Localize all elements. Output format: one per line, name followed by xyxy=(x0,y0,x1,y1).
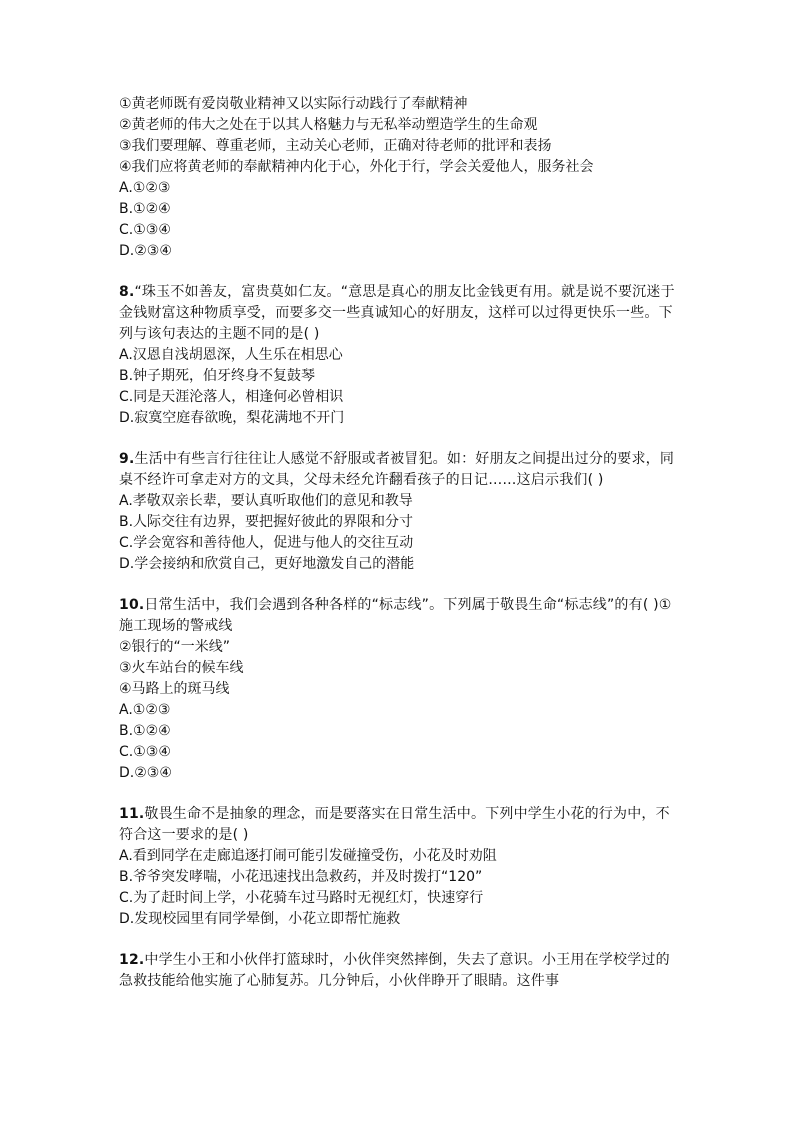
statement: ④我们应将黄老师的奉献精神内化于心，外化于行，学会关爱他人，服务社会 xyxy=(119,159,594,175)
question-text: 敬畏生命不是抽象的理念，而是要落实在日常生活中。下列中学生小花的行为中，不符合这一要求的是( ) xyxy=(119,806,670,843)
option-b: B.人际交往有边界，要把握好彼此的界限和分寸 xyxy=(119,514,414,530)
question-12 xyxy=(119,950,679,992)
option-c: C.①③④ xyxy=(119,744,171,760)
option-c: C.为了赶时间上学，小花骑车过马路时无视红灯，快速穿行 xyxy=(119,890,484,906)
question-11 xyxy=(119,804,679,930)
question-9 xyxy=(119,449,679,575)
question-stem xyxy=(119,449,679,491)
option-c: C.学会宽容和善待他人，促进与他人的交往互动 xyxy=(119,535,414,551)
option-d: D.②③④ xyxy=(119,765,172,781)
question-stem xyxy=(119,282,679,345)
option-a: A.①②③ xyxy=(119,702,171,718)
option-d: D.②③④ xyxy=(119,243,172,259)
statement: ②黄老师的伟大之处在于以其人格魅力与无私举动塑造学生的生命观 xyxy=(119,117,538,133)
question-number: 12. xyxy=(119,952,145,968)
option-d: D.寂寞空庭春欲晚，梨花满地不开门 xyxy=(119,410,345,426)
statement: ②银行的“一米线” xyxy=(119,639,231,655)
statement: ③火车站台的候车线 xyxy=(119,660,244,676)
intro-options xyxy=(119,178,679,262)
option-d: D.发现校园里有同学晕倒，小花立即帮忙施救 xyxy=(119,911,401,927)
document-page xyxy=(119,94,679,992)
option-a: A.①②③ xyxy=(119,180,171,196)
question-text: 生活中有些言行往往让人感觉不舒服或者被冒犯。如：好朋友之间提出过分的要求，同桌不经许可拿走对方的文具，父母未经允许翻看孩子的日记……这启示我们( ) xyxy=(119,451,675,488)
option-b: B.爷爷突发哮喘，小花迅速找出急救药，并及时拨打“120” xyxy=(119,869,483,885)
option-b: B.①②④ xyxy=(119,201,171,217)
option-a: A.看到同学在走廊追逐打闹可能引发碰撞受伤，小花及时劝阻 xyxy=(119,848,497,864)
question-number: 10. xyxy=(119,597,145,613)
option-d: D.学会接纳和欣赏自己，更好地激发自己的潜能 xyxy=(119,556,415,572)
question-text: 日常生活中，我们会遇到各种各样的“标志线”。下列属于敬畏生命“标志线”的有( )①施工现场的警戒线 xyxy=(119,597,672,634)
option-a: A.孝敬双亲长辈，要认真听取他们的意见和教导 xyxy=(119,493,413,509)
question-stem xyxy=(119,595,679,637)
question-stem xyxy=(119,950,679,992)
option-a: A.汉恩自浅胡恩深，人生乐在相思心 xyxy=(119,347,343,363)
statement: ④马路上的斑马线 xyxy=(119,681,230,697)
question-number: 9. xyxy=(119,451,135,467)
statement: ①黄老师既有爱岗敬业精神又以实际行动践行了奉献精神 xyxy=(119,96,468,112)
question-number: 11. xyxy=(119,806,145,822)
question-number: 8. xyxy=(119,284,135,300)
question-text: “珠玉不如善友，富贵莫如仁友。“意思是真心的朋友比金钱更有用。就是说不要沉迷于金钱财富这种物质享受，而要多交一些真诚知心的好朋友，这样可以过得更快乐一些。下列与该句表达的主题不同的是( ) xyxy=(119,284,675,342)
question-10 xyxy=(119,595,679,784)
question-text: 中学生小王和小伙伴打篮球时，小伙伴突然摔倒，失去了意识。小王用在学校学过的急救技能给他实施了心肺复苏。几分钟后，小伙伴睁开了眼睛。这件事 xyxy=(119,952,670,989)
option-c: C.①③④ xyxy=(119,222,171,238)
option-b: B.①②④ xyxy=(119,723,171,739)
question-stem xyxy=(119,804,679,846)
intro-statements xyxy=(119,94,679,178)
statement: ③我们要理解、尊重老师，主动关心老师，正确对待老师的批评和表扬 xyxy=(119,138,552,154)
option-b: B.钟子期死，伯牙终身不复鼓琴 xyxy=(119,368,316,384)
option-c: C.同是天涯沦落人，相逢何必曾相识 xyxy=(119,389,344,405)
question-8 xyxy=(119,282,679,429)
